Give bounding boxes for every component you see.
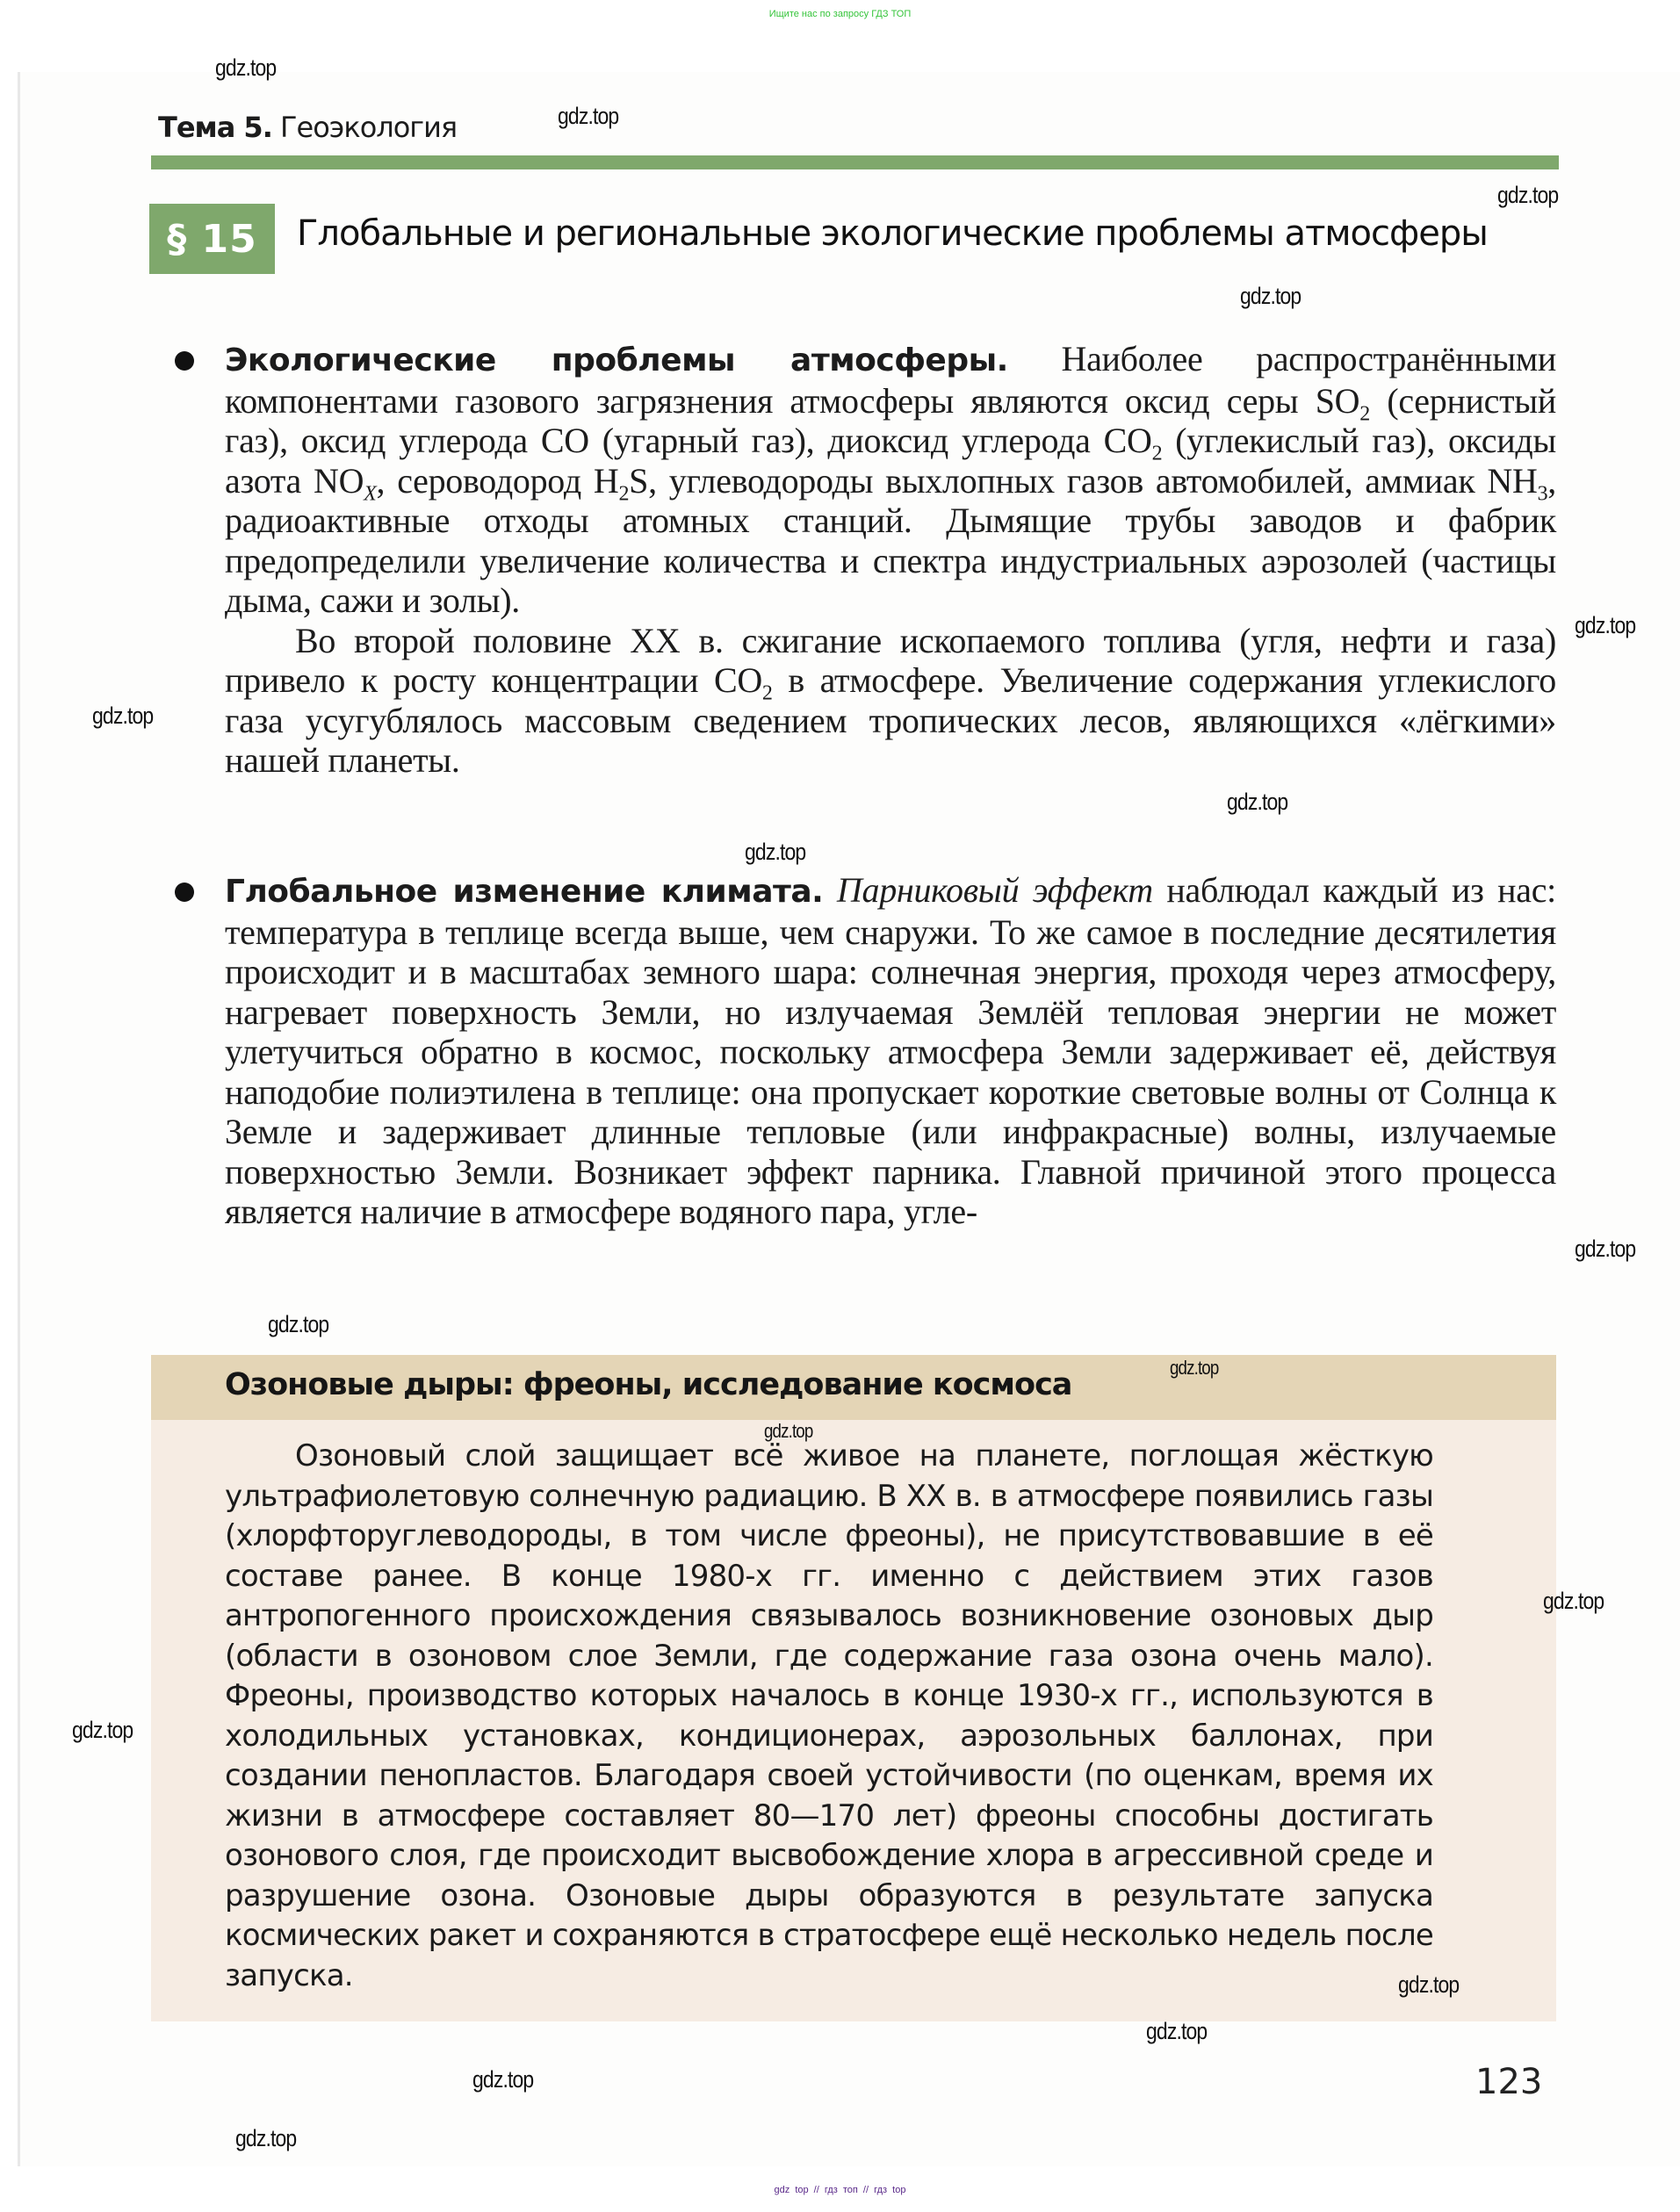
paragraph-climate-change	[225, 870, 1556, 1232]
topic-name: Геоэкология	[280, 111, 458, 144]
watermark: gdz.top	[1543, 1588, 1604, 1614]
watermark: gdz.top	[1497, 182, 1559, 208]
watermark: gdz.top	[1398, 1971, 1460, 1998]
paragraph-atmosphere-problems	[225, 339, 1556, 781]
ozone-box-title: Озоновые дыры: фреоны, исследование космоса	[225, 1367, 1072, 1402]
bottom-watermark-banner: gdz top // гдз топ // гдз top	[774, 2185, 906, 2195]
paragraph-text: наблюдал каждый из нас: температура в теплице всегда выше, чем снаружи. То же самое в последние десятилетия происходит и в масштабах земного шара: солнечная энергия, проходя через атмосферу, нагревает поверхность Земли, но излучаемая Землёй тепловая энергии не может улетучиться обратно в космос, поскольку атмосфера Земли задерживает её, действуя наподобие полиэтилена в теплице: она пропускает короткие световые волны от Солнца к Земле и задерживает длинные тепловые (или инфракрасные) волны, излучаемые поверхностью Земли. Возникает эффект парника. Главной причиной этого процесса является наличие в атмосфере водяного пара, угле-	[225, 870, 1556, 1231]
paragraph-text: Наиболее распространёнными компонентами газового загрязнения атмосферы являются оксид серы SO	[225, 339, 1556, 421]
paragraph-text: , радиоактивные отходы атомных станций. Дымящие трубы заводов и фабрик предопределили увеличение количества и спектра индустриальных аэрозолей (частицы дыма, сажи и золы).	[225, 460, 1556, 620]
subscript: 3	[1537, 481, 1548, 505]
term-greenhouse-effect: Парниковый эффект	[836, 870, 1153, 910]
topic-number: Тема 5.	[158, 111, 272, 144]
page-number: 123	[1475, 2062, 1543, 2102]
watermark: gdz.top	[72, 1717, 133, 1743]
section-number-badge: § 15	[149, 204, 275, 274]
subscript: 2	[761, 681, 773, 705]
watermark: gdz.top	[1146, 2018, 1208, 2044]
watermark: gdz.top	[745, 839, 806, 865]
subscript: 2	[1151, 442, 1163, 465]
subscript: 2	[618, 481, 630, 505]
watermark: gdz.top	[1575, 612, 1636, 638]
watermark: gdz.top	[1240, 283, 1301, 309]
watermark: gdz.top	[92, 703, 154, 729]
watermark: gdz.top	[1575, 1236, 1636, 1262]
topic-header	[158, 111, 457, 144]
paragraph-text: (сернистый газ), оксид углерода CO (угарный газ), диоксид углерода CO	[225, 380, 1556, 460]
watermark: gdz.top	[268, 1311, 329, 1337]
topic-divider-bar	[151, 155, 1559, 169]
watermark: gdz.top	[764, 1420, 813, 1442]
paragraph-text: , сероводород H	[376, 460, 619, 501]
bullet-icon	[175, 351, 194, 371]
paragraph-text: Во второй половине XX в. сжигание ископаемого топлива (угля, нефти и газа) привело к росту концентрации CO	[225, 620, 1556, 700]
ozone-paragraph: Озоновый слой защищает всё живое на планете, поглощая жёсткую ультрафиолетовую солнечную радиацию. В XX в. в атмосфере появились газы (хлорфторуглеводороды, в том числе фреоны), не присутствовавшие в её составе ранее. В конце 1980-х гг. именно с действием этих газов антропогенного происхождения связывалось возникновение озоновых дыр (области в озоновом слое Земли, где содержание газа озона очень мало). Фреоны, производство которых началось в конце 1930-х гг., используются в холодильных установках, кондиционерах, аэрозольных баллонах, при создании пенопластов. Благодаря своей устойчивости (по оценкам, время их жизни в атмосфере составляет 80—170 лет) фреоны способны достигать озонового слоя, где происходит высвобождение хлора в агрессивной среде и разрушение озона. Озоновые дыры образуются в результате запуска космических ракет и сохраняются в стратосфере ещё несколько недель после запуска.	[225, 1438, 1433, 1993]
ozone-info-box	[151, 1355, 1556, 2021]
paragraph-text: S, углеводороды выхлопных газов автомобилей, аммиак NH	[629, 460, 1538, 501]
watermark: gdz.top	[235, 2125, 297, 2151]
bullet-icon	[175, 883, 194, 902]
paragraph-text: в атмосфере. Увеличение содержания углекислого газа усугублялось массовым сведением тропических лесов, являющихся «лёгкими» нашей планеты.	[225, 660, 1556, 780]
paragraph-lead: Глобальное изменение климата.	[225, 874, 824, 910]
ozone-box-text	[225, 1437, 1433, 1996]
watermark: gdz.top	[1227, 789, 1288, 815]
watermark: gdz.top	[558, 103, 619, 129]
watermark: gdz.top	[472, 2066, 534, 2093]
paragraph-text: (углекислый газ), оксиды азота NO	[225, 421, 1556, 501]
ozone-box-header	[151, 1355, 1556, 1420]
subscript: X	[364, 481, 377, 505]
watermark: gdz.top	[215, 54, 277, 81]
section-title: Глобальные и региональные экологические проблемы атмосферы	[297, 213, 1488, 254]
subscript: 2	[1359, 401, 1370, 425]
paragraph-lead: Экологические проблемы атмосферы.	[225, 342, 1008, 378]
watermark: gdz.top	[1170, 1357, 1219, 1379]
top-watermark-banner: Ищите нас по запросу ГДЗ ТОП	[768, 9, 912, 19]
